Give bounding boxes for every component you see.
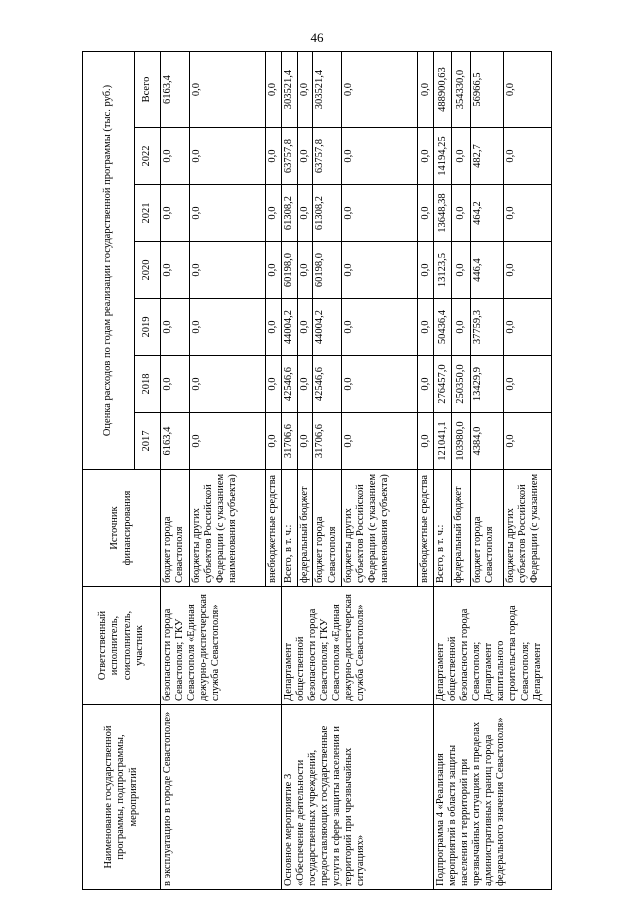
cell-value: 0,0 [161, 299, 190, 356]
cell-value: 0,0 [189, 128, 265, 185]
cell-value: 0,0 [418, 51, 434, 127]
cell-value: 14194,25 [434, 128, 452, 185]
cell-value: 0,0 [161, 128, 190, 185]
cell-value: 44004,2 [313, 299, 342, 356]
cell-value: 0,0 [452, 128, 470, 185]
cell-value: 0,0 [161, 356, 190, 413]
row-source: бюджеты других субъектов Российской Федерации (с указанием наименования субъекта) [189, 470, 265, 587]
cell-value: 13429,9 [470, 356, 503, 413]
header-year: 2018 [135, 356, 161, 413]
cell-value: 0,0 [297, 356, 313, 413]
page-number: 46 [310, 30, 324, 45]
header-responsible: Ответственный исполнитель, соисполнитель, участник [83, 587, 161, 705]
cell-value: 0,0 [342, 242, 418, 299]
row-source: бюджеты других субъектов Российской Федерации (с указанием [504, 470, 552, 587]
cell-value: 0,0 [161, 185, 190, 242]
cell-value: 464,2 [470, 185, 503, 242]
cell-value: 482,7 [470, 128, 503, 185]
cell-value: 0,0 [452, 299, 470, 356]
cell-value: 60198,0 [313, 242, 342, 299]
cell-value: 0,0 [297, 128, 313, 185]
cell-value: 0,0 [342, 185, 418, 242]
header-source: Источник финансирования [83, 470, 161, 587]
cell-value: 0,0 [297, 299, 313, 356]
cell-value: 6163,4 [161, 413, 190, 470]
cell-value: 0,0 [418, 299, 434, 356]
cell-value: 0,0 [265, 413, 281, 470]
cell-value: 0,0 [265, 128, 281, 185]
cell-value: 0,0 [189, 299, 265, 356]
cell-value: 0,0 [452, 242, 470, 299]
cell-value: 488900,63 [434, 51, 452, 127]
cell-value: 0,0 [504, 185, 552, 242]
cell-value: 303521,4 [281, 51, 297, 127]
budget-table [82, 51, 552, 890]
cell-value: 354330,0 [452, 51, 470, 127]
cell-value: 103980,0 [452, 413, 470, 470]
header-year: 2022 [135, 128, 161, 185]
row-source: Всего, в т. ч.: [434, 470, 452, 587]
cell-value: 0,0 [342, 356, 418, 413]
cell-value: 303521,4 [313, 51, 342, 127]
cell-value: 6163,4 [161, 51, 190, 127]
cell-value: 0,0 [452, 185, 470, 242]
row-source: федеральный бюджет [452, 470, 470, 587]
cell-value: 31706,6 [313, 413, 342, 470]
cell-value: 0,0 [297, 242, 313, 299]
header-total: Всего [135, 51, 161, 127]
cell-value: 0,0 [189, 413, 265, 470]
row-responsible: безопасности города Севастополя; ГКУ Севастополя «Единая дежурно-диспетчерская служба Севастополя» [161, 587, 282, 705]
cell-value: 276457,0 [434, 356, 452, 413]
table-frame [82, 52, 552, 890]
cell-value: 56966,5 [470, 51, 503, 127]
cell-value: 0,0 [504, 128, 552, 185]
cell-value: 0,0 [342, 128, 418, 185]
row-source: бюджет города Севастополя [161, 470, 190, 587]
cell-value: 0,0 [297, 51, 313, 127]
cell-value: 0,0 [342, 413, 418, 470]
cell-value: 63757,8 [281, 128, 297, 185]
header-year: 2021 [135, 185, 161, 242]
cell-value: 0,0 [297, 185, 313, 242]
cell-value: 0,0 [189, 356, 265, 413]
cell-value: 31706,6 [281, 413, 297, 470]
row-responsible: Департамент общественной безопасности города Севастополя; Департамент капитального строительства города Севастополя; Департамент [434, 587, 552, 705]
row-source: бюджет города Севастополя [313, 470, 342, 587]
row-name: Основное мероприятие 3 «Обеспечение деятельности государственных учреждений, предоставляющих государственные услуги в сфере защиты населения и территорий при чрезвычайных ситуациях» [281, 705, 433, 890]
row-name: Подпрограмма 4 «Реализация мероприятий в области защиты населения и территорий при чрезвычайных ситуациях в пределах административных границ города федерального значения Севастополя» [434, 705, 552, 890]
cell-value: 13648,38 [434, 185, 452, 242]
header-year: 2019 [135, 299, 161, 356]
cell-value: 0,0 [189, 185, 265, 242]
row-source: внебюджетные средства [418, 470, 434, 587]
cell-value: 37759,3 [470, 299, 503, 356]
row-source: бюджеты других субъектов Российской Федерации (с указанием наименования субъекта) [342, 470, 418, 587]
cell-value: 42546,6 [281, 356, 297, 413]
cell-value: 250350,0 [452, 356, 470, 413]
cell-value: 0,0 [265, 185, 281, 242]
header-year: 2020 [135, 242, 161, 299]
cell-value: 0,0 [418, 242, 434, 299]
cell-value: 0,0 [504, 51, 552, 127]
cell-value: 0,0 [418, 185, 434, 242]
header-name: Наименование государственной программы, подпрограммы, мероприятий [83, 705, 161, 890]
cell-value: 0,0 [265, 299, 281, 356]
cell-value: 0,0 [265, 51, 281, 127]
row-source: бюджет города Севастополя [470, 470, 503, 587]
cell-value: 61308,2 [313, 185, 342, 242]
cell-value: 0,0 [189, 242, 265, 299]
cell-value: 42546,6 [313, 356, 342, 413]
row-source: федеральный бюджет [297, 470, 313, 587]
cell-value: 0,0 [265, 242, 281, 299]
cell-value: 60198,0 [281, 242, 297, 299]
cell-value: 0,0 [189, 51, 265, 127]
cell-value: 0,0 [418, 413, 434, 470]
cell-value: 0,0 [418, 128, 434, 185]
cell-value: 50436,4 [434, 299, 452, 356]
cell-value: 121041,1 [434, 413, 452, 470]
cell-value: 13123,5 [434, 242, 452, 299]
cell-value: 0,0 [297, 413, 313, 470]
cell-value: 0,0 [418, 356, 434, 413]
cell-value: 0,0 [342, 299, 418, 356]
row-source: внебюджетные средства [265, 470, 281, 587]
cell-value: 446,4 [470, 242, 503, 299]
header-year: 2017 [135, 413, 161, 470]
cell-value: 4384,0 [470, 413, 503, 470]
cell-value: 44004,2 [281, 299, 297, 356]
cell-value: 0,0 [504, 413, 552, 470]
cell-value: 0,0 [265, 356, 281, 413]
cell-value: 0,0 [504, 356, 552, 413]
cell-value: 63757,8 [313, 128, 342, 185]
cell-value: 0,0 [161, 242, 190, 299]
header-estimate: Оценка расходов по годам реализации государственной программы (тыс. руб.) [83, 51, 135, 469]
row-responsible: Департамент общественной безопасности города Севастополя; ГКУ Севастополя «Единая дежурно-диспетчерская служба Севастополя» [281, 587, 433, 705]
row-name: в эксплуатацию в городе Севастополе» [161, 705, 282, 890]
cell-value: 0,0 [504, 242, 552, 299]
row-source: Всего, в т. ч.: [281, 470, 297, 587]
cell-value: 61308,2 [281, 185, 297, 242]
cell-value: 0,0 [342, 51, 418, 127]
cell-value: 0,0 [504, 299, 552, 356]
